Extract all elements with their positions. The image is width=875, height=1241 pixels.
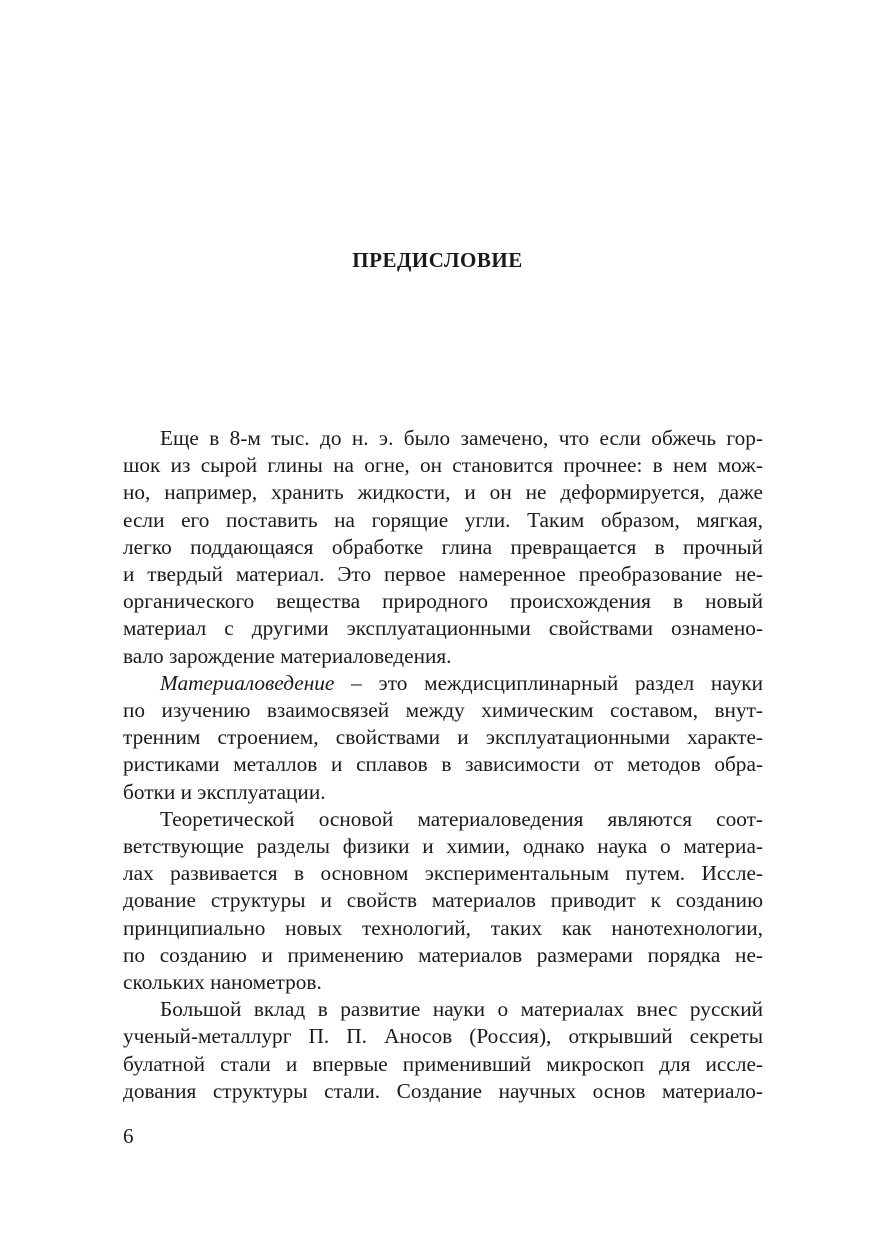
- paragraph-1: [123, 425, 763, 670]
- page-heading: ПРЕДИСЛОВИЕ: [352, 248, 523, 272]
- text-line: ристиками металлов и сплавов в зависимости от методов обра-: [123, 752, 763, 777]
- text-line: ботки и эксплуатации.: [123, 779, 326, 804]
- text-line: но, например, хранить жидкости, и он не деформируется, даже: [123, 480, 763, 505]
- text-line: по созданию и применению материалов размерами порядка не-: [123, 942, 763, 967]
- text-line: и твердый материал. Это первое намеренное преобразование не-: [123, 562, 763, 587]
- text-line: Большой вклад в развитие науки о материалах внес русский: [160, 997, 763, 1022]
- text-line: булатной стали и впервые применивший микроскоп для иссле-: [123, 1051, 763, 1076]
- text-line: легко поддающаяся обработке глина превращается в прочный: [123, 534, 763, 559]
- body-text: [123, 425, 763, 1105]
- text-line: ученый-металлург П. П. Аносов (Россия), открывший секреты: [123, 1024, 763, 1049]
- text-line: ветствующие разделы физики и химии, однако наука о материа-: [123, 834, 763, 859]
- text-line: дования структуры стали. Создание научных основ материало-: [123, 1078, 763, 1103]
- text-fragment: – это междисциплинарный раздел науки: [334, 670, 763, 695]
- paragraph-4: [123, 996, 763, 1105]
- text-line: скольких нанометров.: [123, 970, 322, 995]
- text-line: Теоретической основой материаловедения являются соот-: [160, 806, 763, 831]
- text-line: органического вещества природного происхождения в новый: [123, 589, 763, 614]
- text-line: [123, 670, 763, 697]
- text-line: вало зарождение материаловедения.: [123, 643, 452, 668]
- text-line: материал с другими эксплуатационными свойствами ознамено-: [123, 616, 763, 641]
- text-line: лах развивается в основном экспериментальным путем. Иссле-: [123, 861, 763, 886]
- text-line: если его поставить на горящие угли. Таким образом, мягкая,: [123, 507, 763, 532]
- text-line: принципиально новых технологий, таких как нанотехнологии,: [123, 915, 763, 940]
- text-line: тренним строением, свойствами и эксплуатационными характе-: [123, 725, 763, 750]
- text-line: дование структуры и свойств материалов приводит к созданию: [123, 888, 763, 913]
- paragraph-3: [123, 806, 763, 996]
- text-line: шок из сырой глины на огне, он становится прочнее: в нем мож-: [123, 453, 763, 478]
- page-number: 6: [123, 1124, 134, 1148]
- text-line: Еще в 8-м тыс. до н. э. было замечено, что если обжечь гор-: [160, 426, 763, 450]
- text-line: по изучению взаимосвязей между химическим составом, внут-: [123, 698, 763, 723]
- defined-term: Материаловедение: [160, 670, 335, 695]
- paragraph-2: [123, 670, 763, 806]
